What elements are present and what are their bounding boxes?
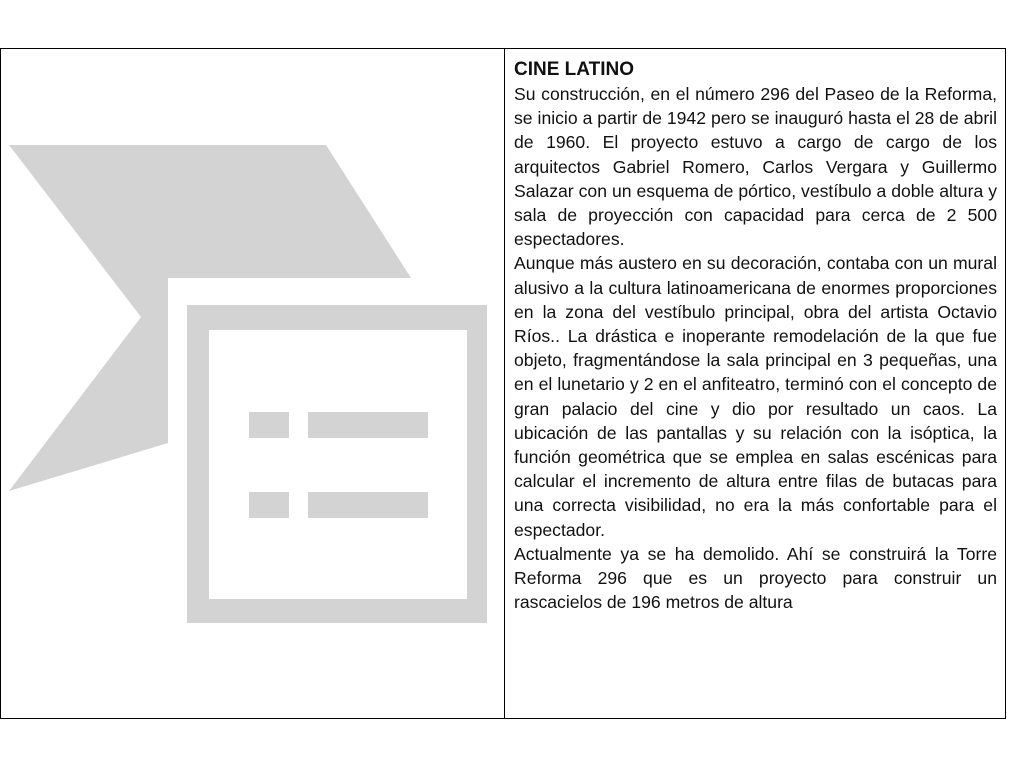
document-placeholder-icon [1,49,504,718]
logo-cell [1,49,504,718]
current-status-paragraph: Actualmente ya se ha demolido. Ahí se construirá la Torre Reforma 296 que es un proyecto para construir un rascacielos de 196 metros de altura [514,543,997,613]
placeholder-shape [9,145,487,623]
info-table [0,48,1006,719]
column-divider [504,49,505,718]
history-paragraph: Su construcción, en el número 296 del Paseo de la Reforma, se inicio a partir de 1942 pero se inauguró hasta el 28 de abril de 1960. El proyecto estuvo a cargo de cargo de los arquitectos Gabriel Romero, Carlos Vergara y Guillermo Salazar con un esquema de pórtico, vestíbulo a doble altura y sala de proyección con capacidad para cerca de 2 500 espectadores. [514,84,997,250]
text-cell [514,58,997,614]
description-paragraph: Aunque más austero en su decoración, contaba con un mural alusivo a la cultura latinoamericana de enormes proporciones en la zona del vestíbulo principal, obra del artista Octavio Ríos.. La drástica e inoperante remodelación de la que fue objeto, fragmentándose la sala principal en 3 pequeñas, una en el lunetario y 2 en el anfiteatro, terminó con el concepto de gran palacio del cine y dio por resultado un caos. La ubicación de las pantallas y su relación con la isóptica, la función geométrica que se emplea en salas escénicas para calcular el incremento de altura entre filas de butacas para una correcta visibilidad, no era la más confortable para el espectador. [514,253,997,540]
card-title: CINE LATINO [514,59,634,80]
